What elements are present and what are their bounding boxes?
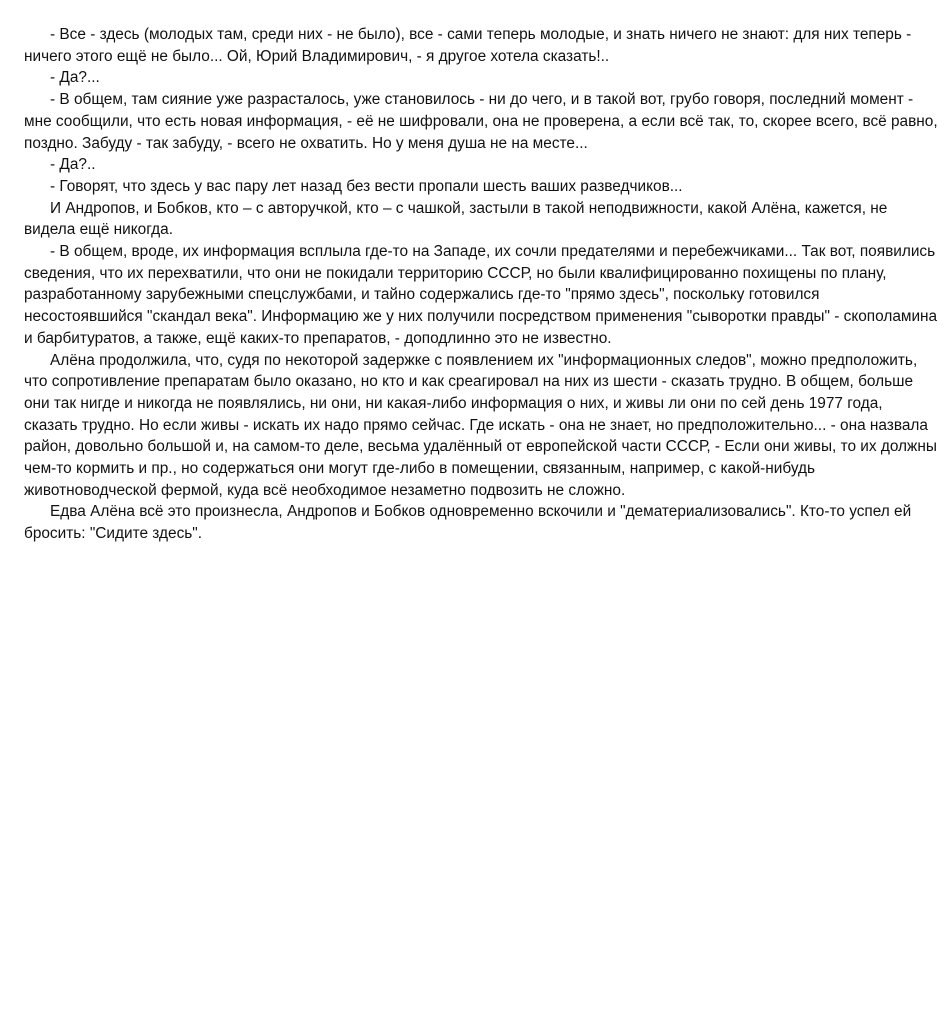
- paragraph: - В общем, там сияние уже разрасталось, уже становилось - ни до чего, и в такой вот, грубо говоря, последний момент - мне сообщили, что есть новая информация, - её не шифровали, она не проверена, а если всё так, то, скорее всего, всё равно, поздно. Забуду - так забуду, - всего не охватить. Но у меня душа не на месте...: [24, 91, 938, 152]
- paragraph: - Говорят, что здесь у вас пару лет назад без вести пропали шесть ваших разведчиков...: [50, 177, 683, 195]
- paragraph: - Все - здесь (молодых там, среди них - не было), все - сами теперь молодые, и знать ничего не знают: для них теперь - ничего этого ещё не было... Ой, Юрий Владимирович, - я другое хотела сказать!..: [24, 26, 912, 65]
- paragraph: И Андропов, и Бобков, кто – с авторучкой, кто – с чашкой, застыли в такой неподвижности, какой Алёна, кажется, не видела ещё никогда.: [24, 199, 888, 239]
- paragraph: - В общем, вроде, их информация всплыла где-то на Западе, их сочли предателями и перебежчиками... Так вот, появились сведения, что их перехватили, что они не покидали территорию СССР, но были квалифицированно похищены по плану, разработанному зарубежными спецслужбами, и тайно содержались где-то "прямо здесь", поскольку готовился несостоявшийся "скандал века". Информацию же у них получили посредством применения "сыворотки правды" - скополамина и барбитуратов, а также, ещё каких-то препаратов, - доподлинно это не известно.: [24, 243, 938, 347]
- paragraph: - Да?...: [50, 69, 100, 87]
- document-body: [24, 24, 938, 545]
- paragraph: Едва Алёна всё это произнесла, Андропов и Бобков одновременно вскочили и "дематериализовались". Кто-то успел ей бросить: "Сидите здесь".: [24, 503, 912, 543]
- paragraph: Алёна продолжила, что, судя по некоторой задержке с появлением их "информационных следов", можно предположить, что сопротивление препаратам было оказано, но кто и как среагировал на них из шести - сказать трудно. В общем, больше они так нигде и никогда не появлялись, ни они, ни какая-либо информация о них, и живы ли они по сей день 1977 года, сказать трудно. Но если живы - искать их надо прямо сейчас. Где искать - она не знает, но предположительно... - она назвала район, довольно большой и, на самом-то деле, весьма удалённый от европейской части СССР, - Если они живы, то их должны чем-то кормить и пр., но содержаться они могут где-либо в помещении, связанным, например, с какой-нибудь животноводческой фермой, куда всё необходимое незаметно подвозить не сложно.: [24, 351, 937, 499]
- paragraph: - Да?..: [50, 156, 96, 174]
